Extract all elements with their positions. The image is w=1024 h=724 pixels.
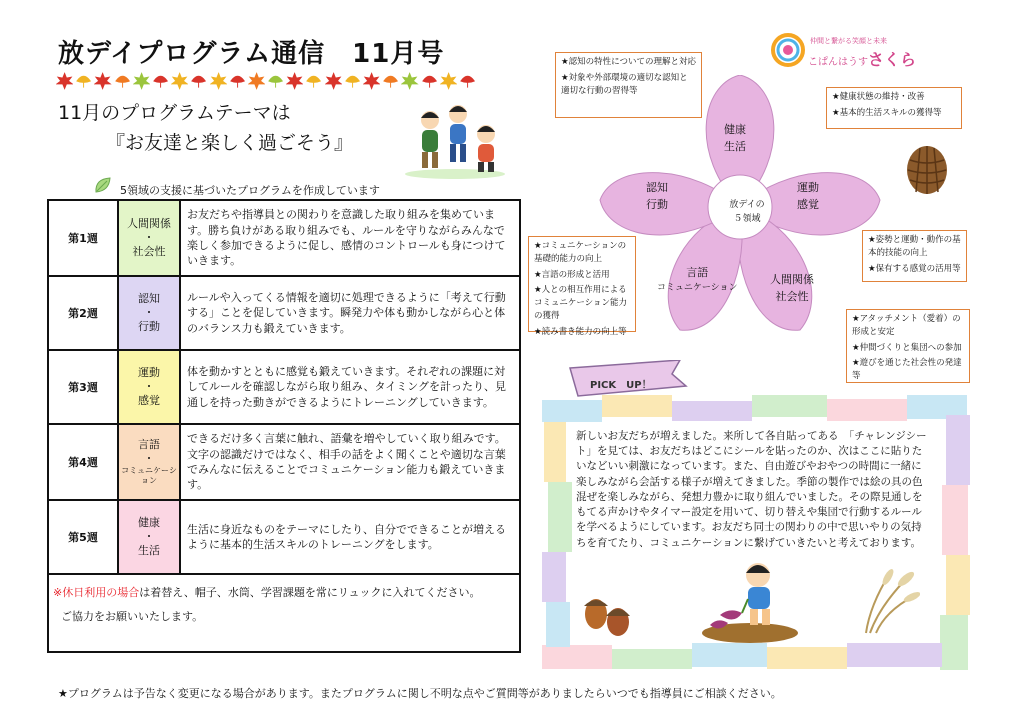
maple-leaf-icon xyxy=(133,72,150,90)
holiday-note-line2: ご協力をお願いいたします。 xyxy=(61,610,204,624)
petal-social xyxy=(770,272,814,305)
logo-name-small: こぱんはうす xyxy=(808,57,868,68)
ginkgo-leaf-icon xyxy=(382,72,399,90)
callout-cognition xyxy=(555,52,702,118)
ginkgo-leaf-icon xyxy=(305,72,322,90)
page-title: 放デイプログラム通信 11月号 xyxy=(58,39,445,69)
pinecone-illustration xyxy=(902,142,952,197)
flower-center xyxy=(722,199,772,226)
domain-label: 人間関係 xyxy=(127,217,171,231)
logo-name xyxy=(808,47,916,70)
ginkgo-leaf-icon xyxy=(152,72,169,90)
pickup-label: PICK UP！ xyxy=(590,380,652,391)
ginkgo-leaf-icon xyxy=(229,72,246,90)
domain-separator: ・ xyxy=(143,306,155,320)
maple-leaf-icon xyxy=(56,72,73,90)
table-row xyxy=(48,574,520,652)
callout-social xyxy=(846,309,970,383)
ginkgo-leaf-icon xyxy=(459,72,476,90)
callout-item: ★人との相互作用によるコミュニケーション能力の獲得 xyxy=(534,285,627,321)
domain-cell xyxy=(118,200,180,276)
logo-name-big: さくら xyxy=(868,50,917,69)
table-row xyxy=(48,276,520,350)
ginkgo-leaf-icon xyxy=(190,72,207,90)
domain-separator: ・ xyxy=(143,530,155,544)
petal-label: 生活 xyxy=(724,139,746,153)
week-cell: 第4週 xyxy=(48,424,118,500)
program-table xyxy=(47,199,521,653)
week-cell: 第5週 xyxy=(48,500,118,574)
maple-leaf-icon xyxy=(286,72,303,90)
acorn-illustration xyxy=(578,578,638,638)
note-text: は着替え、帽子、水筒、学習課題を常にリュックに入れてください。 xyxy=(139,586,481,599)
domain-label: 行動 xyxy=(138,319,160,333)
pampas-grass-illustration xyxy=(860,565,920,635)
ginkgo-leaf-icon xyxy=(267,72,284,90)
leaf-garland xyxy=(56,72,476,92)
petal-label: 認知 xyxy=(646,181,668,194)
callout-item: ★対象や外部環境の適切な認知と適切な行動の習得等 xyxy=(561,72,688,96)
callout-item: ★言語の形成と活用 xyxy=(534,269,610,280)
theme-title: 『お友達と楽しく過ごそう』 xyxy=(106,132,354,154)
center-label-line2: ５領域 xyxy=(733,213,761,224)
description-cell: ルールや入ってくる情報を適切に処理できるように「考えて行動する」ことを促していきます。瞬発力や体も動かしながら心と体のバランス力も鍛えていきます。 xyxy=(180,276,520,350)
petal-label: 言語 xyxy=(686,266,709,279)
callout-item: ★認知の特性についての理解と対応 xyxy=(561,57,696,67)
callout-item: ★コミュニケーションの基礎的能力の向上 xyxy=(534,241,627,264)
ginkgo-leaf-icon xyxy=(75,72,92,90)
callout-item: ★健康状態の維持・改善 xyxy=(832,92,925,102)
petal-label: コミュニケーション xyxy=(657,282,738,293)
petal-health xyxy=(724,122,746,155)
domain-label: 言語 xyxy=(138,438,160,452)
callout-health xyxy=(826,87,962,129)
maple-leaf-icon xyxy=(401,72,418,90)
domain-cell xyxy=(118,424,180,500)
callout-language xyxy=(528,236,636,337)
domain-label: 健康 xyxy=(138,516,160,530)
note-highlight: 休日利用の場合 xyxy=(62,586,140,599)
domain-label: 運動 xyxy=(138,366,160,380)
maple-leaf-icon xyxy=(210,72,227,90)
description-cell: 生活に身近なものをテーマにしたり、自分でできることが増えるように基本的生活スキルのトレーニングをします。 xyxy=(180,500,520,574)
callout-item: ★姿勢と運動・動作の基本的技能の向上 xyxy=(868,235,961,258)
ginkgo-leaf-icon xyxy=(421,72,438,90)
callout-item: ★保有する感覚の活用等 xyxy=(868,263,961,274)
logo-tagline: 仲間と繋がる笑顔と未来 xyxy=(810,37,887,45)
theme-intro: 11月のプログラムテーマは xyxy=(58,102,291,124)
petal-label: 運動 xyxy=(797,181,819,194)
callout-item: ★仲間づくりと集団への参加 xyxy=(852,342,962,353)
table-row xyxy=(48,200,520,276)
description-cell: お友だちや指導員との関わりを意識した取り組みを集めています。勝ち負けがある取り組みでも、ルールを守りながらみんなで楽しく参加できるように促し、感情のコントロールも身につけていきます。 xyxy=(180,200,520,276)
domain-label: 社会性 xyxy=(132,244,166,258)
domain-label: 感覚 xyxy=(138,393,160,407)
maple-leaf-icon xyxy=(325,72,342,90)
callout-item: ★遊びを通じた社会性の発達等 xyxy=(852,358,962,381)
table-row xyxy=(48,500,520,574)
boy-digging-sweet-potato-illustration xyxy=(700,555,800,645)
domain-cell xyxy=(118,276,180,350)
table-row xyxy=(48,424,520,500)
callout-motor xyxy=(862,230,967,282)
petal-label: 健康 xyxy=(724,123,746,136)
domain-separator: ・ xyxy=(143,452,155,465)
maple-leaf-icon xyxy=(248,72,265,90)
petal-label: 社会性 xyxy=(775,289,809,303)
week-cell: 第3週 xyxy=(48,350,118,424)
note-mark: ※ xyxy=(53,586,63,599)
footer-note: ★プログラムは予告なく変更になる場合があります。またプログラムに関し不明な点やご質問等がありましたらいつでも指導員にご相談ください。 xyxy=(58,687,782,700)
domain-label: 認知 xyxy=(138,292,160,306)
description-cell: できるだけ多く言葉に触れ、語彙を増やしていく取り組みです。文字の認識だけではなく、相手の話をよく聞くことや適切な言葉でみんなに伝えることでコミュニケーション能力も鍛えていきます。 xyxy=(180,424,520,500)
maple-leaf-icon xyxy=(171,72,188,90)
maple-leaf-icon xyxy=(440,72,457,90)
petal-label: 人間関係 xyxy=(770,273,814,286)
petal-label: 行動 xyxy=(646,197,668,211)
domain-separator: ・ xyxy=(143,380,155,394)
ginkgo-leaf-icon xyxy=(114,72,131,90)
petal-label: 感覚 xyxy=(797,197,819,211)
holiday-note xyxy=(48,574,520,652)
maple-leaf-icon xyxy=(363,72,380,90)
holiday-note-line1 xyxy=(53,581,513,605)
green-leaf-icon xyxy=(93,175,113,195)
petal-cognition xyxy=(646,180,668,213)
program-subnote: 5領域の支援に基づいたプログラムを作成しています xyxy=(120,184,380,197)
pickup-body: 新しいお友だちが増えました。来所して各自貼ってある 「チャレンジシート」を見ては、お友だちはどこにシールを貼ったのか、次はここに貼りたいなどいい刺激になっています。また、自由遊びやおやつの時間に一緒に楽しみながら会話する様子が増えてきました。季節の製作では絵の具の色混ぜを楽しみながら、発想力豊かに取り組んでいました。その際見通しをもてる声かけやタイマー設定を用いて、切り替えや集団で行動するルールを学べるようにしています。お友だち同士の関わりの中で思いやりの気持ちを育てたり、コミュニケーションに繋げていきたいと考えております。 xyxy=(576,430,927,549)
maple-leaf-icon xyxy=(94,72,111,90)
center-label-line1: 放デイの xyxy=(729,200,765,210)
callout-item: ★基本的生活スキルの獲得等 xyxy=(832,107,942,118)
kids-playing-illustration xyxy=(400,100,510,180)
week-cell: 第1週 xyxy=(48,200,118,276)
domain-cell xyxy=(118,350,180,424)
table-row xyxy=(48,350,520,424)
callout-item: ★アタッチメント（愛着）の形成と安定 xyxy=(852,314,961,337)
petal-motor xyxy=(797,180,819,213)
petal-language xyxy=(657,265,737,295)
ginkgo-leaf-icon xyxy=(344,72,361,90)
domain-label: 生活 xyxy=(138,543,160,557)
domain-separator: ・ xyxy=(143,231,155,245)
domain-cell xyxy=(118,500,180,574)
description-cell: 体を動かすとともに感覚も鍛えていきます。それぞれの課題に対してルールを確認しながら取り組み、タイミングを計ったり、見通しを持った動きができるようにトレーニングしていきます。 xyxy=(180,350,520,424)
domain-label: コミュニケーション xyxy=(121,465,177,485)
week-cell: 第2週 xyxy=(48,276,118,350)
callout-item: ★読み書き能力の向上等 xyxy=(534,326,627,337)
